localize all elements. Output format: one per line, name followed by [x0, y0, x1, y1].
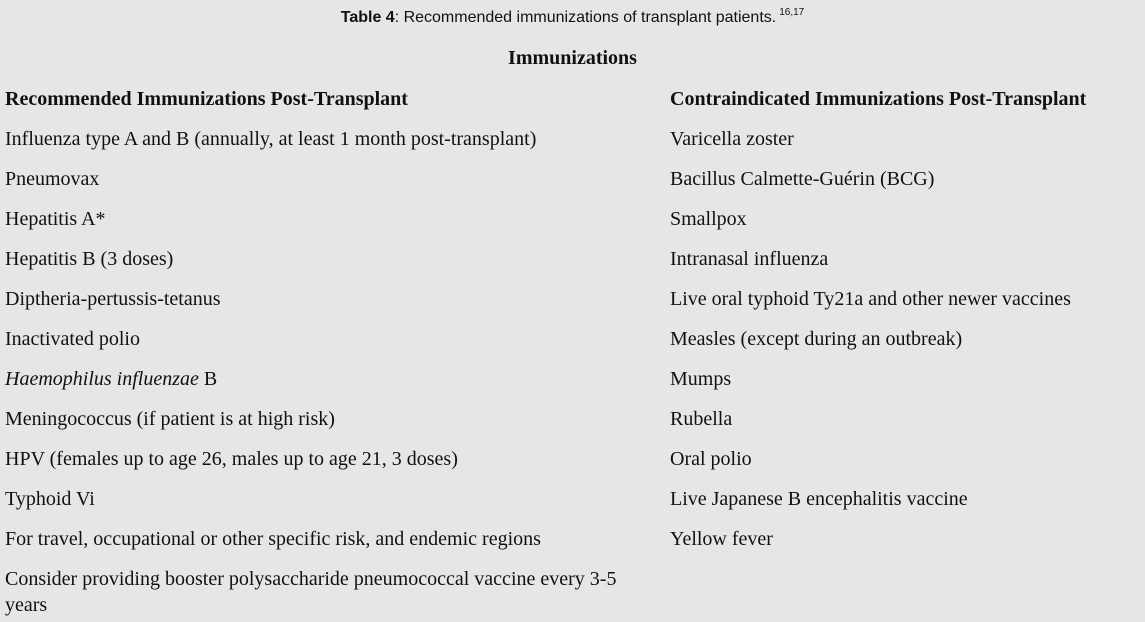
recommended-item-inactivated-polio: Inactivated polio — [5, 328, 140, 350]
recommended-header: Recommended Immunizations Post-Transplant — [5, 88, 408, 110]
contraindicated-column — [670, 84, 1140, 564]
contraindicated-item-oral-polio: Oral polio — [670, 448, 752, 470]
recommended-column — [5, 84, 655, 618]
contraindicated-item-measles: Measles (except during an outbreak) — [670, 328, 963, 350]
recommended-item-typhoid-vi: Typhoid Vi — [5, 488, 95, 510]
recommended-item-influenza: Influenza type A and B (annually, at least 1 month post-transplant) — [5, 128, 537, 150]
table-caption — [0, 9, 1145, 27]
recommended-item-hepatitis-b: Hepatitis B (3 doses) — [5, 248, 174, 270]
contraindicated-header: Contraindicated Immunizations Post-Transplant — [670, 88, 1087, 110]
contraindicated-item-japanese-encephalitis: Live Japanese B encephalitis vaccine — [670, 488, 968, 510]
table-label: Table 4 — [340, 9, 395, 26]
recommended-item-haemophilus — [5, 364, 655, 404]
recommended-item-booster: Consider providing booster polysaccharide pneumococcal vaccine every 3-5 years — [5, 568, 617, 616]
recommended-item-hepatitis-a: Hepatitis A* — [5, 208, 106, 230]
table-heading: Immunizations — [508, 47, 637, 69]
recommended-item-hpv: HPV (females up to age 26, males up to age 21, 3 doses) — [5, 448, 458, 470]
recommended-item-travel: For travel, occupational or other specific risk, and endemic regions — [5, 528, 541, 550]
recommended-item-dtp: Diptheria-pertussis-tetanus — [5, 288, 221, 310]
contraindicated-item-bcg: Bacillus Calmette-Guérin (BCG) — [670, 168, 935, 190]
contraindicated-item-varicella: Varicella zoster — [670, 128, 794, 150]
contraindicated-item-oral-typhoid: Live oral typhoid Ty21a and other newer vaccines — [670, 288, 1071, 310]
contraindicated-item-intranasal-influenza: Intranasal influenza — [670, 248, 829, 270]
contraindicated-item-mumps: Mumps — [670, 368, 732, 390]
recommended-item-meningococcus: Meningococcus (if patient is at high risk) — [5, 408, 335, 430]
table-caption-text: : Recommended immunizations of transplant patients. — [394, 9, 777, 26]
reference-superscript: 16,17 — [779, 7, 805, 18]
recommended-item-pneumovax: Pneumovax — [5, 168, 100, 190]
contraindicated-item-smallpox: Smallpox — [670, 208, 747, 230]
contraindicated-item-yellow-fever: Yellow fever — [670, 528, 773, 550]
haemophilus-italic-text: Haemophilus influenzae — [5, 368, 199, 390]
haemophilus-suffix: B — [198, 368, 218, 390]
contraindicated-item-rubella: Rubella — [670, 408, 733, 430]
